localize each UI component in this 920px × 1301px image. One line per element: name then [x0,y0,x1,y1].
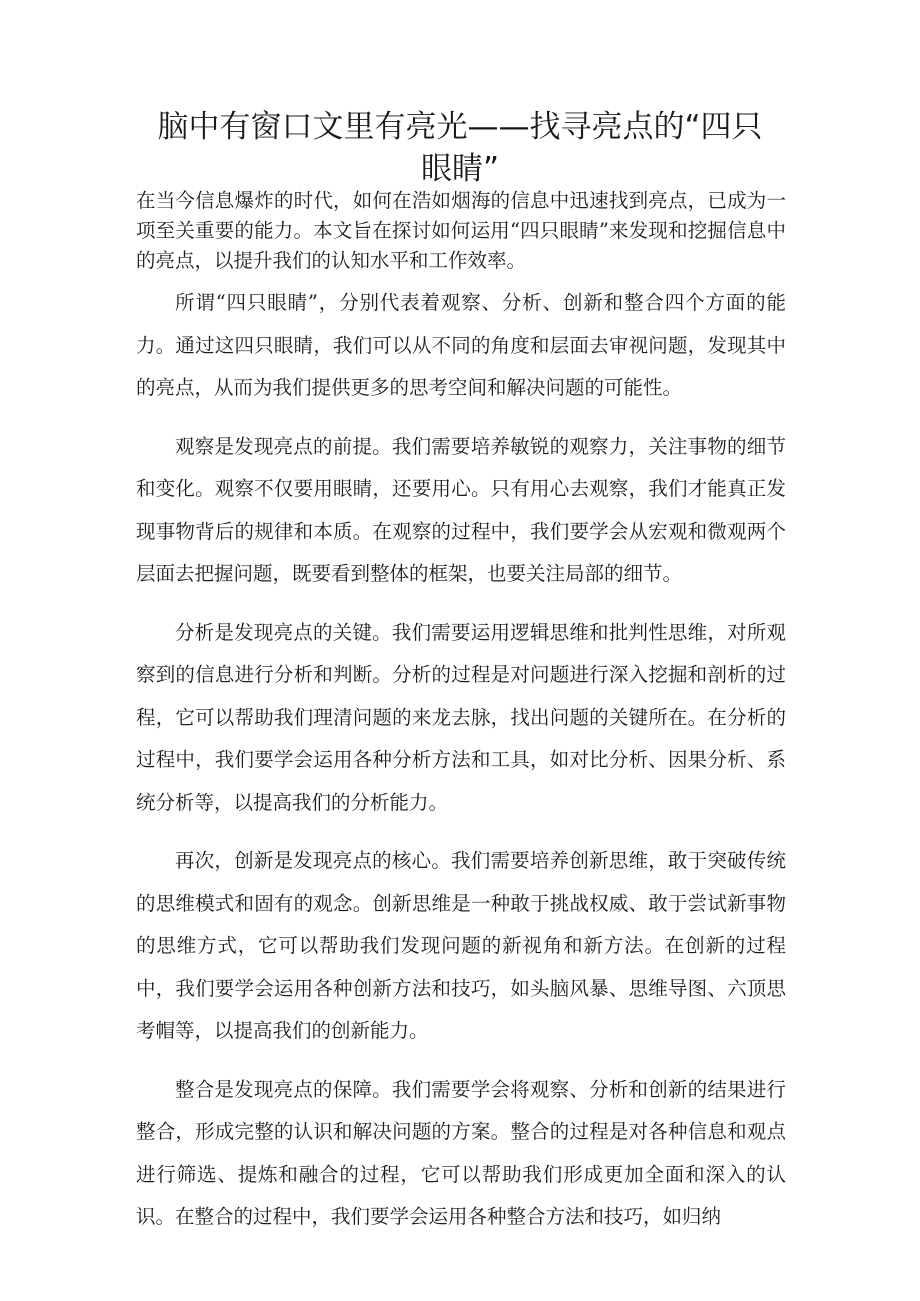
document-title: 脑中有窗口文里有亮光——找寻亮点的“四只眼睛” [157,109,763,187]
document-body [136,186,786,1239]
paragraph-innovation: 再次，创新是发现亮点的核心。我们需要培养创新思维，敢于突破传统的思维模式和固有的观念。创新思维是一种敢于挑战权威、敢于尝试新事物的思维方式，它可以帮助我们发现问题的新视角和新方法。在创新的过程中，我们要学会运用各种创新方法和技巧，如头脑风暴、思维导图、六顶思考帽等，以提高我们的创新能力。 [136,849,786,1042]
paragraph-four-eyes: 所谓“四只眼睛”，分别代表着观察、分析、创新和整合四个方面的能力。通过这四只眼睛，我们可以从不同的角度和层面去审视问题，发现其中的亮点，从而为我们提供更多的思考空间和解决问题的可能性。 [136,291,786,399]
paragraph-integration: 整合是发现亮点的保障。我们需要学会将观察、分析和创新的结果进行整合，形成完整的认识和解决问题的方案。整合的过程是对各种信息和观点进行筛选、提炼和融合的过程，它可以帮助我们形成更加全面和深入的认识。在整合的过程中，我们要学会运用各种整合方法和技巧，如归纳 [136,1077,786,1228]
paragraph-analysis: 分析是发现亮点的关键。我们需要运用逻辑思维和批判性思维，对所观察到的信息进行分析和判断。分析的过程是对问题进行深入挖掘和剖析的过程，它可以帮助我们理清问题的来龙去脉，找出问题的关键所在。在分析的过程中，我们要学会运用各种分析方法和工具，如对比分析、因果分析、系统分析等，以提高我们的分析能力。 [136,620,786,814]
paragraph-observation: 观察是发现亮点的前提。我们需要培养敏锐的观察力，关注事物的细节和变化。观察不仅要用眼睛，还要用心。只有用心去观察，我们才能真正发现事物背后的规律和本质。在观察的过程中，我们要学会从宏观和微观两个层面去把握问题，既要看到整体的框架，也要关注局部的细节。 [136,434,786,585]
paragraph-intro: 在当今信息爆炸的时代，如何在浩如烟海的信息中迅速找到亮点，已成为一项至关重要的能力。本文旨在探讨如何运用“四只眼睛”来发现和挖掘信息中的亮点，以提升我们的认知水平和工作效率。 [136,189,786,272]
